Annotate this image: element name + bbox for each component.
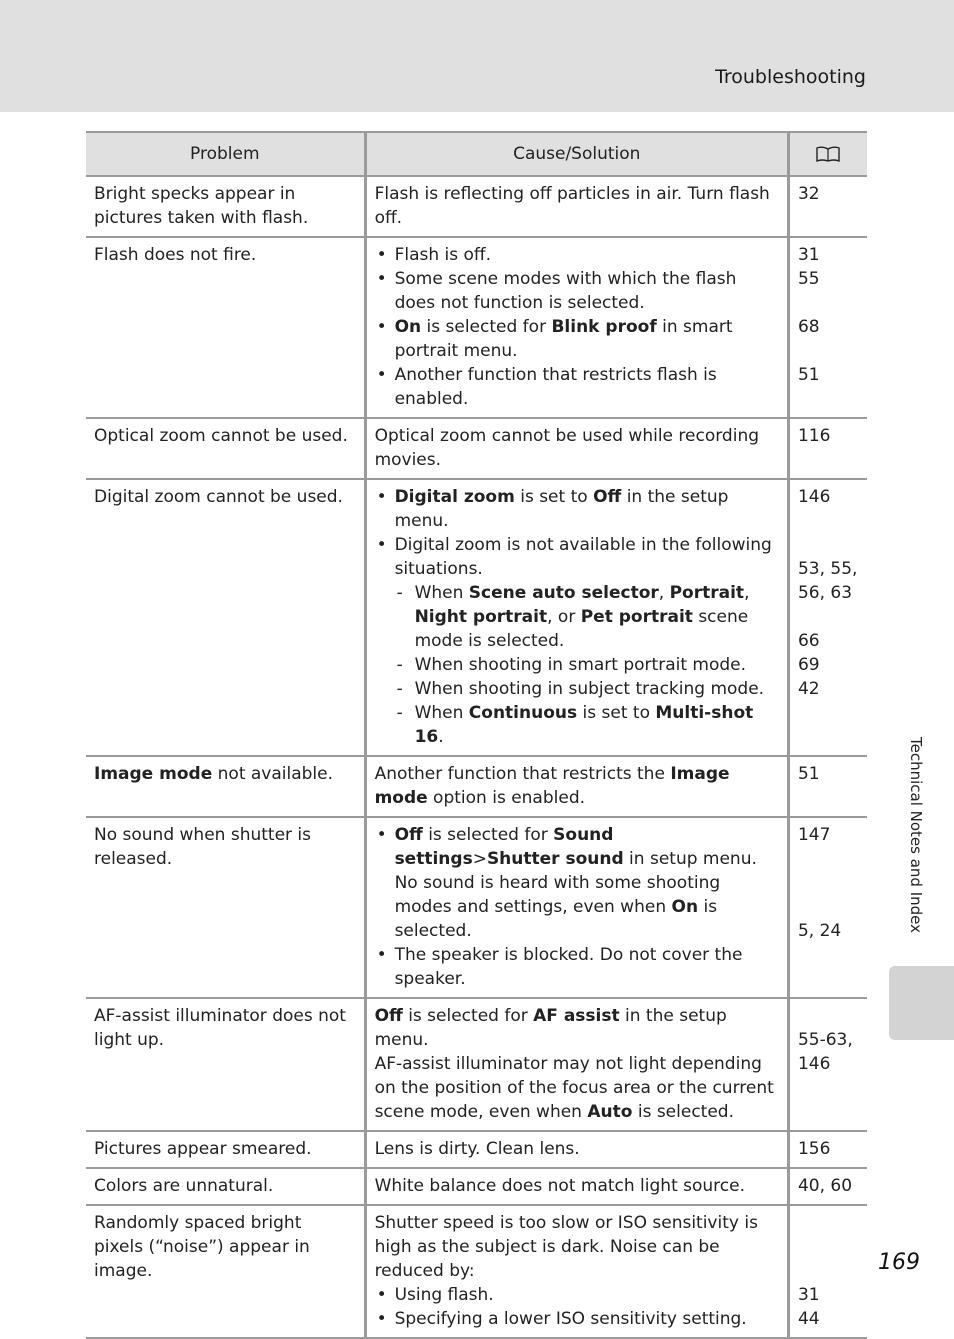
problem-cell: Randomly spaced bright pixels (“noise”) appear in image. [86, 1205, 365, 1338]
side-section-label: Technical Notes and Index [907, 737, 925, 934]
cause-cell: Flash is reflecting off particles in air. Turn flash off. [365, 176, 788, 237]
problem-cell: Bright specks appear in pictures taken with flash. [86, 176, 365, 237]
cause-cell: White balance does not match light source. [365, 1168, 788, 1205]
cause-list [375, 485, 779, 749]
cause-list [375, 243, 779, 411]
cause-line: AF-assist illuminator may not light depending on the position of the focus area or the current scene mode, even when Auto is selected. [374, 1054, 774, 1122]
table-row [86, 237, 867, 418]
list-item: • Some scene modes with which the flash does not function is selected. [375, 267, 779, 315]
book-icon [815, 145, 841, 163]
cause-cell [365, 817, 788, 998]
ref-cell: 40, 60 [788, 1168, 867, 1205]
ref-cell: 156 [788, 1131, 867, 1168]
troubleshooting-table [86, 131, 867, 1339]
cause-cell [365, 479, 788, 756]
cause-cell: Lens is dirty. Clean lens. [365, 1131, 788, 1168]
ref-cell: 116 [788, 418, 867, 479]
header-band [0, 0, 954, 112]
table-row [86, 817, 867, 998]
problem-cell: Optical zoom cannot be used. [86, 418, 365, 479]
list-item: • Specifying a lower ISO sensitivity setting. [375, 1307, 779, 1331]
page-number: 169 [878, 1250, 920, 1275]
sub-list-item: - When shooting in subject tracking mode. [395, 677, 779, 701]
ref-cell: 55-63, 146 [788, 998, 867, 1131]
problem-cell: Image mode not available. [86, 756, 365, 817]
cause-cell: Optical zoom cannot be used while recording movies. [365, 418, 788, 479]
cause-list [375, 823, 779, 991]
page-section-title: Troubleshooting [715, 66, 866, 88]
ref-cell: 146 53, 55, 56, 63 66 69 42 [788, 479, 867, 756]
list-item: • Using flash. [375, 1283, 779, 1307]
table-row [86, 418, 867, 479]
cause-cell [365, 1205, 788, 1338]
problem-cell: Pictures appear smeared. [86, 1131, 365, 1168]
table-row [86, 998, 867, 1131]
list-item: • Off is selected for Sound settings>Shutter sound in setup menu. No sound is heard with some shooting modes and settings, even when On is selected. [375, 823, 779, 943]
ref-cell: 31 55 68 51 [788, 237, 867, 418]
list-item: • Flash is off. [375, 243, 779, 267]
side-tab [889, 966, 954, 1040]
problem-cell: Colors are unnatural. [86, 1168, 365, 1205]
sub-list-item: - When Continuous is set to Multi-shot 16. [395, 701, 779, 749]
sub-list [395, 581, 779, 749]
header-reference [788, 132, 867, 176]
list-item: • Another function that restricts flash is enabled. [375, 363, 779, 411]
sub-list-item: - When Scene auto selector, Portrait, Night portrait, or Pet portrait scene mode is selected. [395, 581, 779, 653]
table-row [86, 1205, 867, 1338]
header-problem: Problem [86, 132, 365, 176]
list-item: • Digital zoom is set to Off in the setup menu. [375, 485, 779, 533]
ref-cell: 32 [788, 176, 867, 237]
table-row [86, 1168, 867, 1205]
list-item: • Digital zoom is not available in the following situations. - When Scene auto selector, Portrait, Night portrait, or Pet portrait scene mode is selected. - When shooting in smart portrait mode. - When shooting in subject tracking mode. - When Continuous is set to Multi-shot 16. [375, 533, 779, 749]
cause-intro: Shutter speed is too slow or ISO sensitivity is high as the subject is dark. Noise can be reduced by: [374, 1213, 758, 1281]
table-row [86, 479, 867, 756]
cause-line: Off is selected for AF assist in the setup menu. [374, 1006, 727, 1050]
problem-cell: AF-assist illuminator does not light up. [86, 998, 365, 1131]
table-row [86, 176, 867, 237]
ref-cell: 51 [788, 756, 867, 817]
cause-cell: Another function that restricts the Image mode option is enabled. [365, 756, 788, 817]
problem-cell: Digital zoom cannot be used. [86, 479, 365, 756]
sub-list-item: - When shooting in smart portrait mode. [395, 653, 779, 677]
table-header-row [86, 132, 867, 176]
list-item: • On is selected for Blink proof in smart portrait menu. [375, 315, 779, 363]
table-row [86, 1131, 867, 1168]
problem-cell: No sound when shutter is released. [86, 817, 365, 998]
cause-cell [365, 237, 788, 418]
ref-cell: 147 5, 24 [788, 817, 867, 998]
list-item: • The speaker is blocked. Do not cover the speaker. [375, 943, 779, 991]
cause-cell [365, 998, 788, 1131]
problem-cell: Flash does not fire. [86, 237, 365, 418]
ref-cell: 31 44 [788, 1205, 867, 1338]
cause-list [375, 1283, 779, 1331]
table-row [86, 756, 867, 817]
header-cause-solution: Cause/Solution [365, 132, 788, 176]
